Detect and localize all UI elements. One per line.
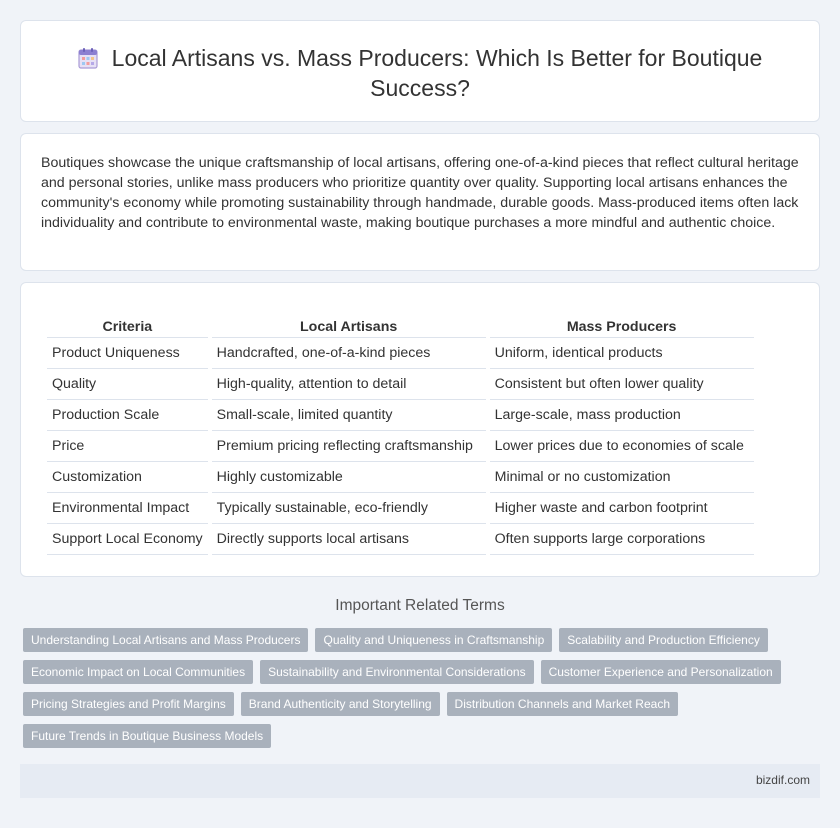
table-row (47, 462, 754, 493)
related-term-tag[interactable]: Customer Experience and Personalization (541, 660, 781, 684)
related-term-tag[interactable]: Sustainability and Environmental Considerations (260, 660, 533, 684)
calendar-icon (78, 46, 98, 68)
table-cell: Premium pricing reflecting craftsmanship (212, 431, 486, 462)
table-cell: Price (47, 431, 208, 462)
table-cell: Directly supports local artisans (212, 524, 486, 555)
table-header-row (47, 314, 754, 338)
tag-row (23, 724, 813, 748)
related-term-tag[interactable]: Scalability and Production Efficiency (559, 628, 768, 652)
table-cell: Quality (47, 369, 208, 400)
intro-paragraph: Boutiques showcase the unique craftsmanship of local artisans, offering one-of-a-kind pieces that reflect cultural heritage and personal stories, unlike mass producers who prioritize quantity over quality. Supporting local artisans enhances the community's economy while promoting sustainability through handmade, durable goods. Mass-produced items often lack individuality and contribute to environmental waste, making boutique purchases a more mindful and authentic choice. (41, 155, 799, 231)
page-title-text: Local Artisans vs. Mass Producers: Which Is Better for Boutique Success? (111, 45, 763, 101)
tag-row (23, 660, 813, 684)
page-title (21, 43, 819, 103)
related-term-tag[interactable]: Distribution Channels and Market Reach (447, 692, 678, 716)
table-cell: Consistent but often lower quality (490, 369, 754, 400)
related-term-tag[interactable]: Pricing Strategies and Profit Margins (23, 692, 234, 716)
table-row (47, 431, 754, 462)
related-term-tag[interactable]: Economic Impact on Local Communities (23, 660, 253, 684)
table-cell: Small-scale, limited quantity (212, 400, 486, 431)
intro-card (20, 133, 820, 271)
table-cell: Typically sustainable, eco-friendly (212, 493, 486, 524)
table-cell: Highly customizable (212, 462, 486, 493)
header-mass-producers: Mass Producers (490, 314, 754, 338)
tag-row (23, 692, 813, 716)
footer (20, 764, 820, 798)
title-card (20, 20, 820, 122)
table-cell: Production Scale (47, 400, 208, 431)
footer-site-link[interactable]: bizdif.com (755, 773, 810, 787)
table-row (47, 338, 754, 369)
table-cell: Customization (47, 462, 208, 493)
header-criteria: Criteria (47, 314, 208, 338)
header-local-artisans: Local Artisans (212, 314, 486, 338)
related-term-tag[interactable]: Understanding Local Artisans and Mass Producers (23, 628, 308, 652)
table-cell: Minimal or no customization (490, 462, 754, 493)
related-term-tag[interactable]: Brand Authenticity and Storytelling (241, 692, 440, 716)
related-term-tag[interactable]: Quality and Uniqueness in Craftsmanship (315, 628, 552, 652)
table-row (47, 493, 754, 524)
related-terms-list (23, 628, 813, 756)
related-term-tag[interactable]: Future Trends in Boutique Business Models (23, 724, 271, 748)
table-cell: Large-scale, mass production (490, 400, 754, 431)
related-terms-title: Important Related Terms (335, 597, 505, 614)
tag-row (23, 628, 813, 652)
table-row (47, 400, 754, 431)
table-cell: Often supports large corporations (490, 524, 754, 555)
table-cell: Uniform, identical products (490, 338, 754, 369)
table-row (47, 369, 754, 400)
table-cell: Lower prices due to economies of scale (490, 431, 754, 462)
table-cell: Handcrafted, one-of-a-kind pieces (212, 338, 486, 369)
table-cell: Product Uniqueness (47, 338, 208, 369)
table-row (47, 524, 754, 555)
table-cell: High-quality, attention to detail (212, 369, 486, 400)
comparison-table (43, 314, 758, 555)
table-cell: Higher waste and carbon footprint (490, 493, 754, 524)
comparison-card (20, 282, 820, 577)
table-cell: Support Local Economy (47, 524, 208, 555)
table-cell: Environmental Impact (47, 493, 208, 524)
